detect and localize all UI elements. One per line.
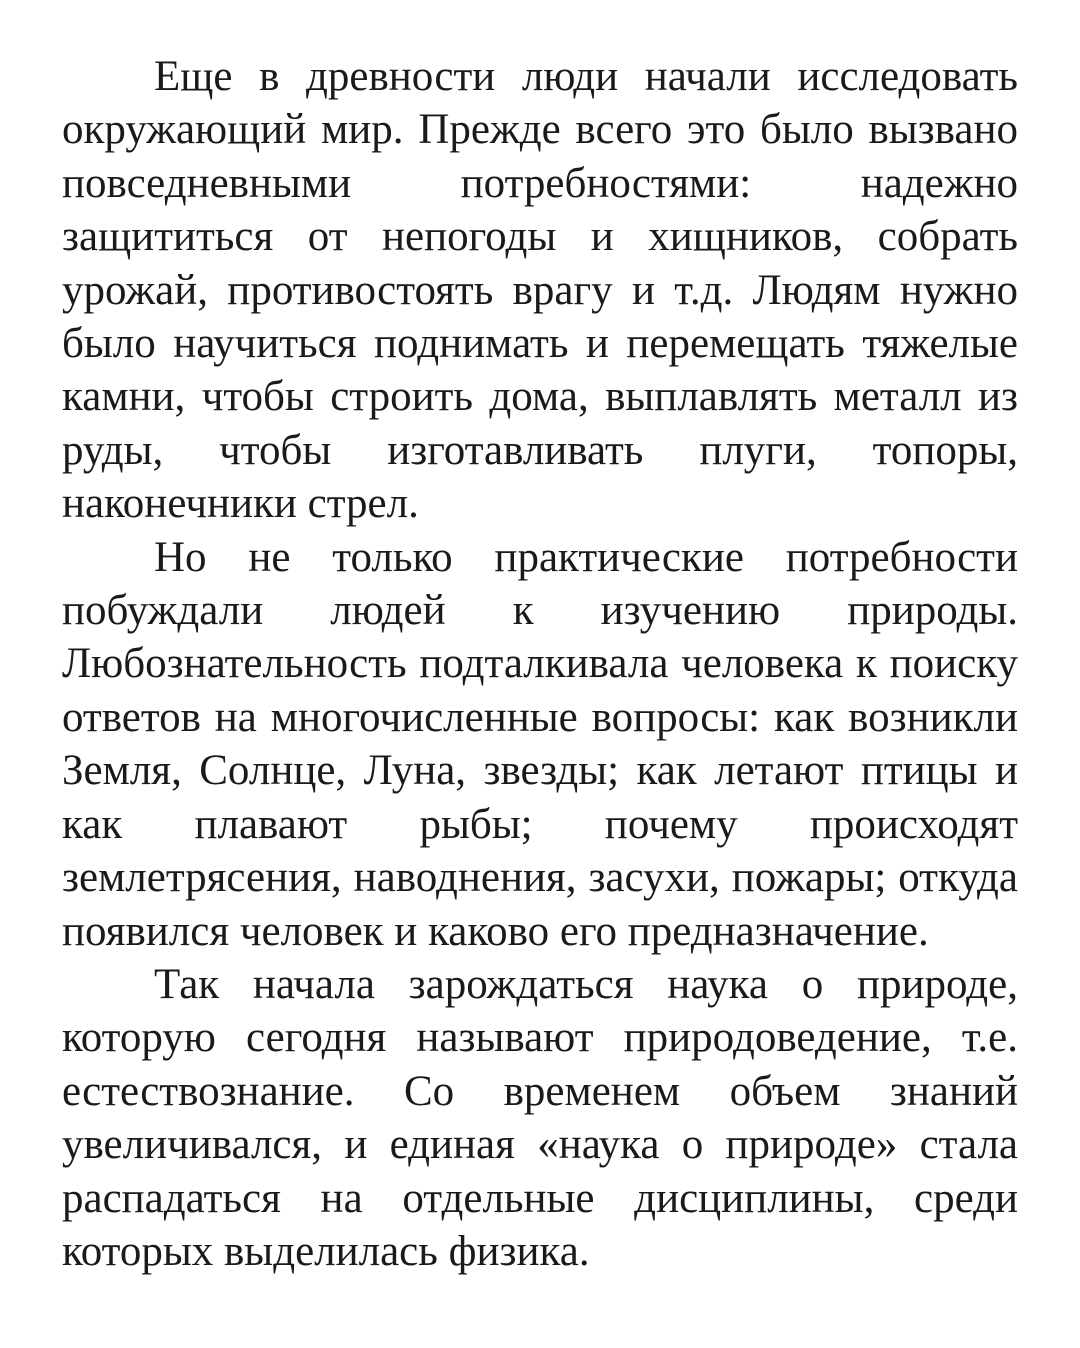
paragraph-3: Так начала зарождаться наука о природе, которую сегодня называют природоведение, т.е. естествознание. Со временем объем знаний увеличивался, и единая «наука о природе» стала распадаться на отдельные дисциплины, среди которых выделилась физика. [62,960,1018,1275]
paragraph-2: Но не только практические потребности побуждали людей к изучению природы. Любознательность подталкивала человека к поиску ответов на многочисленные вопросы: как возникли Земля, Солнце, Луна, звезды; как летают птицы и как плавают рыбы; почему происходят землетрясения, наводнения, засухи, пожары; откуда появился человек и каково его предназначение. [62,533,1018,955]
paragraph-1: Еще в древности люди начали исследовать окружающий мир. Прежде всего это было вызвано повседневными потребностями: надежно защититься от непогоды и хищников, собрать урожай, противостоять врагу и т.д. Людям нужно было научиться поднимать и перемещать тяжелые камни, чтобы строить дома, выплавлять металл из руды, чтобы изготавливать плуги, топоры, наконечники стрел. [62,53,1018,528]
